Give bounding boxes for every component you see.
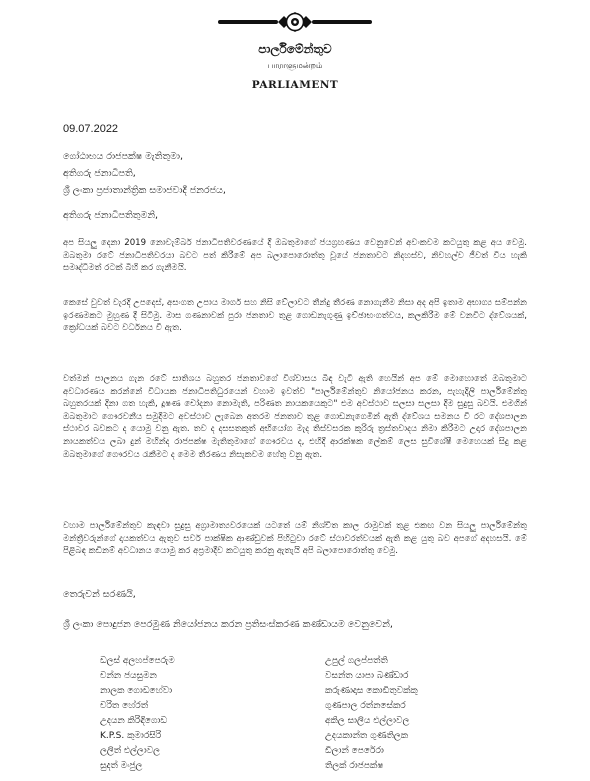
signatory-name: නාලක ගොඩහේවා xyxy=(100,686,173,696)
letter-date: 09.07.2022 xyxy=(63,123,119,135)
signatories-right xyxy=(325,654,418,774)
signatory-name: උදයකාන්ත ගුණතිලක xyxy=(325,731,409,741)
signatory-name: කරුණාදාස කොඩිතුවක්කු xyxy=(325,686,418,696)
paragraph-3: වත්මන් පාලනය ගැන රටේ සාතිශය බහුතර ජනතාවගේ විශ්වාසය බිඳ වැටී ඇති හෙයින් අප මේ මොහොතේ ඔබතුමාට අවධාරණය කරන්නේ විධායක ජනාධිපතිධුරයෙන් වහාම ඉවත්ව "පාර්ලිමේන්තුව නියෝජනය කරන, පැහැදිලි පාර්ලිමේන්තු බහුතරයක් දිනා ගත හැකි, දූෂණ චෝදනා නොමැති, පරිණත නායකයෙකුට" එම අවස්ථාව සලසා සලසා දීම සුදුසු බවයි. එමගින් ඔබතුමාට ගෞරවනීය සමුදීමට අවස්ථාව ලැබෙන අතරම ජනතාව තුළ ගොඩනැගෙමින් ඇති ද්වේශය සමනය වී රට දේශපාලන ස්ථාවර බවකට ද යොමු වනු ඇත. තව ද දසසතකුත් අභියෝග මැද තිස්වසරක කුරිරු ත්‍රස්තවාදය නිමා කිරීමට උදාර දේශපාලන නායකත්වය ලබා දුන් මහින්ද රාජපක්ෂ මැතිතුමාගේ ගෞරවය ද, එහිදී ආරක්ෂක ලේකම් ලෙස සුවිශේෂී මෙහෙයක් සිදු කළ ඔබතුමාගේ ගෞරවය රැකීමට ද මෙම තීරණය නිසැකවම හේතු වනු ඇත. xyxy=(63,374,527,460)
signatories-left xyxy=(100,654,175,774)
closing: තෙරුවන් සරණයි, xyxy=(63,589,136,600)
letterhead-english-title: PARLIAMENT xyxy=(251,79,339,91)
signatory-name: උපුල් ගලප්පත්ති xyxy=(325,656,388,666)
signatory-name: K.P.S. කුමාරසිරි xyxy=(100,731,162,741)
signatory-name: අකිල සාලිය එල්ලාවල xyxy=(325,716,410,726)
signatory-name: චරිත හේරත් xyxy=(100,701,149,711)
signatory-name: වසන්ත යාපා බණ්ඩාර xyxy=(325,671,409,681)
recipient-name: ගෝඨාභය රාජපක්ෂ මැතිතුමා, xyxy=(63,151,184,162)
signatory-name: ලලිත් එල්ලාවල xyxy=(100,746,161,756)
letterhead-tamil-title: பாராளுமன்றம் xyxy=(267,61,323,70)
signatory-name: ඩලස් අලහප්පෙරුම xyxy=(100,656,175,666)
signatory-name: උදයන කිරිඳිගොඩ xyxy=(100,716,168,726)
signatory-line: ශ්‍රී ලංකා පොදුජන පෙරමුණ නියෝජනය කරන ප්‍රතිසංස්කරණ කණ්ඩායම වෙනුවෙන්, xyxy=(63,619,393,630)
letterhead-sinhala-title: පාර්ලිමේන්තුව xyxy=(258,42,332,56)
recipient-country: ශ්‍රී ලංකා ප්‍රජාතාන්ත්‍රික සමාජවාදී ජනරජය, xyxy=(63,185,226,196)
signatory-name: චන්න ජයසුමන xyxy=(100,671,157,681)
signatory-name: ඩිලාන් පෙරේරා xyxy=(325,746,384,756)
salutation: අතිගරු ජනාධිපතිතුමනි, xyxy=(63,210,159,221)
recipient-title: අතිගරු ජනාධිපති, xyxy=(63,168,136,179)
parliament-mace-emblem xyxy=(218,6,372,40)
signatory-name: ගුණපාල රත්නසේකර xyxy=(325,701,406,711)
paragraph-4: වහාම පාර්ලිමේන්තුව කැඳවා සුදුසු අග්‍රාමාත්‍යවරයෙක් යටතේ යම් නිශ්චිත කාල රාමුවක් තුළ එකඟ වන සියලු පාර්ලිමේන්තු මන්ත්‍රීවරුන්ගේ දායකත්වය ඇතුව සර්ව පාක්ෂික ආණ්ඩුවක් පිහිටුවා රටේ ස්ථාවරත්වයක් ඇති කළ යුතු බව අපගේ අදහසයි. මේ පිළිබඳ කඩිනම් අවධානය යොමු කර අප්‍රමාදීව කටයුතු කරනු ඇතැයි අපි බලාපොරොත්තු වෙමු. xyxy=(63,521,527,557)
paragraph-2: කෙසේ වුවත් වැරදි උපදෙස්, අසංගත උපාය මාර්ග සහ නිසි වේලාවට තීන්දු තීරණ නොගැනීම නිසා අද අපි ඉතාම අභාග්‍ය සම්පන්න ඉරණමකට මුහුණ දී සිටිමු. මාස ගණනාවක් පුරා ජනතාව තුළ ගොඩනැගුණු ඉච්ඡාභංගත්වය, කලකිරීම මේ වනවිට ද්වේශයක්, ක්‍රෝධයක් බවට වර්ධනය වී ඇත. xyxy=(63,298,527,334)
paragraph-1: අප සියලු දෙනා 2019 නොවැම්බර් ජනාධිපතිවරණයේ දී ඔබතුමාගේ ජයග්‍රහණය වෙනුවෙන් අවංකවම කටයුතු කළ අය වෙමු. ඔබතුමා රටේ ජනාධිපතිවරයා බවට පත් කිරීමේ අප බලාපොරොත්තු වූයේ ජනතාවට නිදහස්ව, නිවහල්ව ජීවත් විය හැකි සමෘද්ධිමත් රටක් බිහි කර ගැනීමයි. xyxy=(63,238,527,274)
signatory-name: සුදත් මංජුල xyxy=(100,761,143,771)
signatory-name: තිලක් රාජපක්ෂ xyxy=(325,761,384,771)
